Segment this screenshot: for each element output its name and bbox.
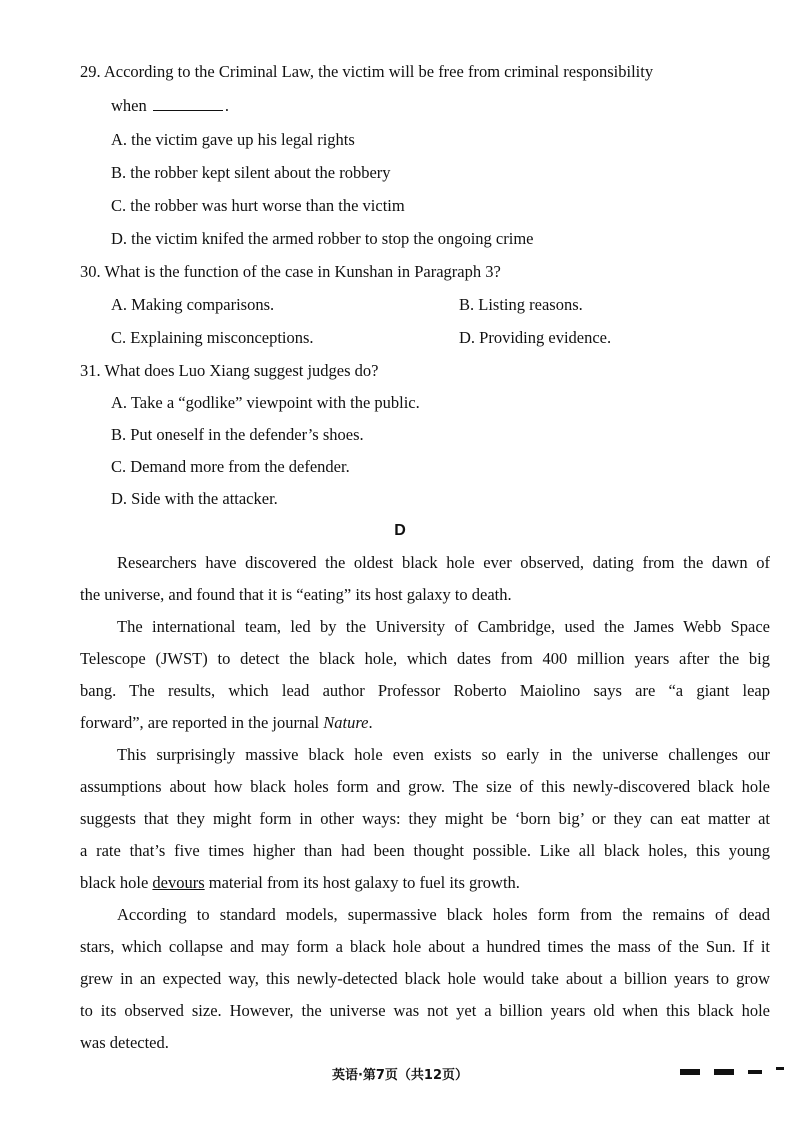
- question-31-option-a: A. Take a “godlike” viewpoint with the public.: [111, 393, 420, 412]
- journal-name: Nature: [323, 713, 369, 732]
- question-31-option-d: D. Side with the attacker.: [111, 489, 278, 508]
- question-29-option-b: B. the robber kept silent about the robbery: [111, 163, 391, 182]
- passage-p2-line: The international team, led by the University of Cambridge, used the James Webb Space: [117, 617, 770, 636]
- section-title: D: [394, 522, 406, 539]
- scan-mark: [714, 1069, 734, 1075]
- scan-mark: [748, 1070, 762, 1074]
- question-29-stem: 29. According to the Criminal Law, the victim will be free from criminal responsibility: [80, 62, 654, 81]
- question-30-option-a: A. Making comparisons.: [111, 295, 275, 314]
- question-31-option-b: B. Put oneself in the defender’s shoes.: [111, 425, 364, 444]
- passage-p3-line: This surprisingly massive black hole even exists so early in the universe challenges our: [117, 745, 770, 764]
- answer-blank: [153, 96, 223, 111]
- passage-p4-line: stars, which collapse and may form a black hole about a hundred times the mass of the Sun. If it: [80, 937, 770, 956]
- passage-p3-line: assumptions about how black holes form and grow. The size of this newly-discovered black hole: [80, 777, 770, 796]
- scan-mark: [776, 1067, 784, 1070]
- passage-p2-line: forward”, are reported in the journal Nature.: [80, 713, 373, 732]
- passage-p3-line: suggests that they might form in other ways: they might be ‘born big’ or they can eat matter at: [80, 809, 770, 828]
- page-footer: 英语·第7页（共12页）: [331, 1068, 469, 1083]
- passage-p2-line: Telescope (JWST) to detect the black hole, which dates from 400 million years after the big: [80, 649, 770, 668]
- question-31-stem: 31. What does Luo Xiang suggest judges do?: [80, 361, 379, 380]
- passage-p1-line: the universe, and found that it is “eating” its host galaxy to death.: [80, 585, 512, 604]
- passage-p4-line: to its observed size. However, the universe was not yet a billion years old when this black hole: [80, 1001, 770, 1020]
- scan-mark: [680, 1069, 700, 1075]
- passage-p4-line: According to standard models, supermassive black holes form from the remains of dead: [117, 905, 770, 924]
- question-29-option-c: C. the robber was hurt worse than the victim: [111, 196, 405, 215]
- passage-p1-line: Researchers have discovered the oldest black hole ever observed, dating from the dawn of: [117, 553, 770, 572]
- question-30-option-c: C. Explaining misconceptions.: [111, 328, 314, 347]
- passage-p3-line: black hole devours material from its host galaxy to fuel its growth.: [80, 873, 520, 892]
- question-30-option-d: D. Providing evidence.: [459, 328, 612, 347]
- question-30-option-b: B. Listing reasons.: [459, 295, 583, 314]
- passage-p3-line: a rate that’s five times higher than had been thought possible. Like all black holes, this young: [80, 841, 770, 860]
- underlined-word: devours: [152, 873, 205, 892]
- question-29-stem-cont: when .: [111, 96, 229, 115]
- question-31-option-c: C. Demand more from the defender.: [111, 457, 350, 476]
- question-30-stem: 30. What is the function of the case in Kunshan in Paragraph 3?: [80, 262, 501, 281]
- passage-p2-line: bang. The results, which lead author Professor Roberto Maiolino says are “a giant leap: [80, 681, 770, 700]
- question-29-option-a: A. the victim gave up his legal rights: [111, 130, 355, 149]
- passage-p4-line: grew in an expected way, this newly-detected black hole would take about a billion years to grow: [80, 969, 770, 988]
- question-29-option-d: D. the victim knifed the armed robber to stop the ongoing crime: [111, 229, 534, 248]
- passage-p4-line: was detected.: [80, 1033, 169, 1052]
